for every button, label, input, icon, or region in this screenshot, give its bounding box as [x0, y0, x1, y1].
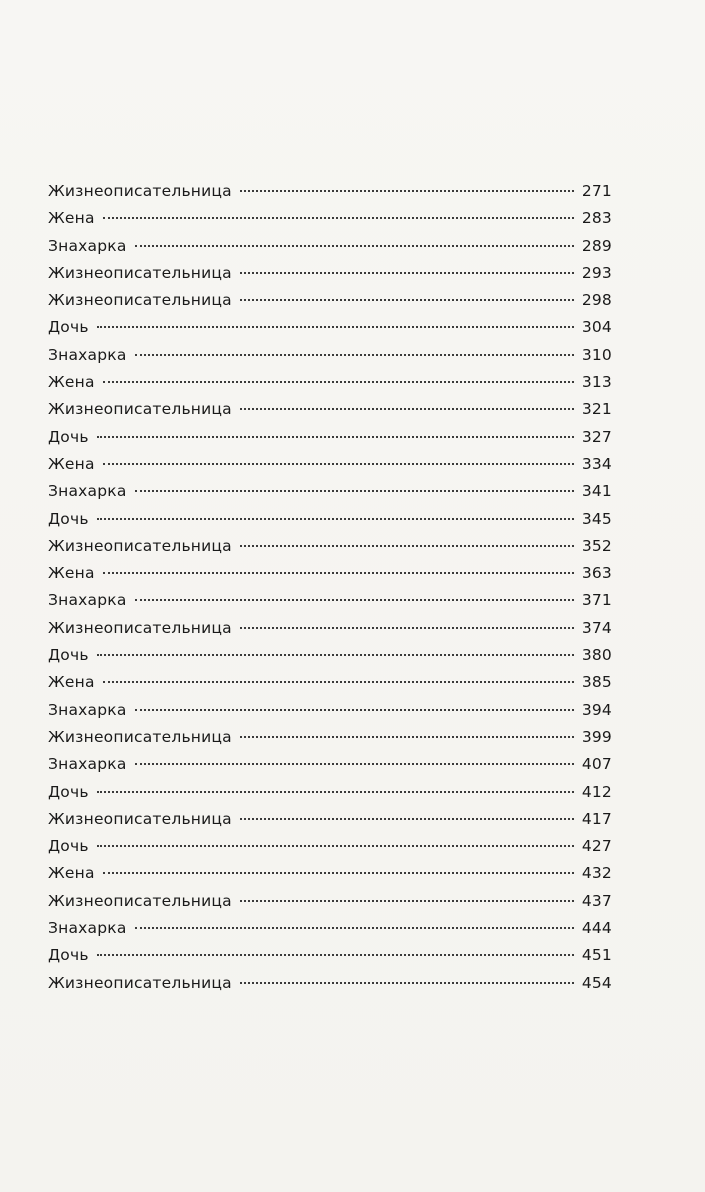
toc-entry-title: Знахарка: [48, 591, 127, 610]
toc-entry: [48, 615, 612, 642]
toc-entry-title: Жена: [48, 673, 95, 692]
toc-dot-leader: [97, 518, 574, 520]
toc-dot-leader: [135, 763, 574, 765]
toc-entry-page-number: 293: [581, 263, 612, 282]
toc-dot-leader: [240, 299, 574, 301]
toc-entry-title: Дочь: [48, 837, 89, 856]
toc-entry: [48, 233, 612, 260]
toc-dot-leader: [103, 217, 574, 219]
toc-entry-title: Знахарка: [48, 482, 127, 501]
toc-entry-title: Жизнеописательница: [48, 182, 232, 200]
toc-entry-page-number: 407: [581, 755, 612, 774]
toc-entry-page-number: 385: [581, 673, 612, 692]
toc-entry-title: Дочь: [48, 427, 89, 446]
toc-dot-leader: [240, 272, 574, 274]
toc-dot-leader: [240, 190, 574, 192]
toc-entry: [48, 478, 612, 505]
toc-entry: [48, 369, 612, 396]
toc-dot-leader: [240, 408, 574, 410]
toc-dot-leader: [103, 681, 574, 683]
toc-entry-title: Знахарка: [48, 755, 127, 774]
toc-entry: [48, 970, 612, 997]
toc-entry: [48, 287, 612, 314]
toc-entry-page-number: 432: [581, 864, 612, 883]
toc-entry-title: Знахарка: [48, 700, 127, 719]
toc-entry-title: Жизнеописательница: [48, 618, 232, 637]
toc-entry-page-number: 437: [581, 891, 612, 910]
toc-entry: [48, 888, 612, 915]
toc-entry: [48, 587, 612, 614]
toc-entry-page-number: 283: [581, 209, 612, 228]
toc-entry-page-number: 454: [581, 973, 612, 992]
toc-entry-page-number: 313: [581, 373, 612, 392]
toc-entry-title: Жена: [48, 564, 95, 583]
toc-dot-leader: [103, 463, 574, 465]
toc-dot-leader: [135, 599, 574, 601]
toc-entry-page-number: 334: [581, 454, 612, 473]
toc-entry-page-number: 298: [581, 291, 612, 310]
toc-dot-leader: [97, 954, 574, 956]
toc-entry-title: Жизнеописательница: [48, 973, 232, 992]
toc-entry: [48, 697, 612, 724]
toc-entry-page-number: 374: [581, 618, 612, 637]
toc-dot-leader: [240, 736, 574, 738]
toc-dot-leader: [240, 982, 574, 984]
toc-entry-title: Дочь: [48, 318, 89, 337]
toc-entry: [48, 779, 612, 806]
toc-entry-title: Жизнеописательница: [48, 400, 232, 419]
toc-entry: [48, 451, 612, 478]
toc-entry-title: Дочь: [48, 946, 89, 965]
toc-dot-leader: [240, 627, 574, 629]
toc-entry-title: Жизнеописательница: [48, 536, 232, 555]
toc-dot-leader: [97, 436, 574, 438]
toc-entry: [48, 724, 612, 751]
toc-entry: [48, 833, 612, 860]
toc-entry-page-number: 412: [581, 782, 612, 801]
toc-entry: [48, 806, 612, 833]
toc-entry-title: Знахарка: [48, 345, 127, 364]
toc-entry: [48, 669, 612, 696]
toc-entry-page-number: 271: [581, 182, 612, 200]
toc-entry-page-number: 327: [581, 427, 612, 446]
toc-entry-title: Жизнеописательница: [48, 291, 232, 310]
toc-dot-leader: [97, 654, 574, 656]
toc-entry: [48, 205, 612, 232]
toc-entry-page-number: 310: [581, 345, 612, 364]
toc-entry-title: Жизнеописательница: [48, 809, 232, 828]
toc-entry: [48, 942, 612, 969]
toc-dot-leader: [135, 490, 574, 492]
toc-entry-title: Жена: [48, 864, 95, 883]
toc-entry-page-number: 289: [581, 236, 612, 255]
toc-entry: [48, 751, 612, 778]
toc-dot-leader: [97, 326, 574, 328]
toc-dot-leader: [97, 845, 574, 847]
toc-entry-page-number: 363: [581, 564, 612, 583]
toc-dot-leader: [97, 791, 574, 793]
toc-entry: [48, 314, 612, 341]
toc-entry-page-number: 341: [581, 482, 612, 501]
toc-entry-title: Жизнеописательница: [48, 727, 232, 746]
toc-entry-title: Дочь: [48, 646, 89, 665]
toc-entry-title: Жизнеописательница: [48, 263, 232, 282]
toc-entry-page-number: 399: [581, 727, 612, 746]
toc-dot-leader: [240, 818, 574, 820]
toc-dot-leader: [103, 872, 574, 874]
toc-entry-title: Знахарка: [48, 919, 127, 938]
toc-entry-page-number: 427: [581, 837, 612, 856]
toc-dot-leader: [135, 927, 574, 929]
toc-entry-title: Жизнеописательница: [48, 891, 232, 910]
toc-entry: [48, 342, 612, 369]
toc-entry-title: Дочь: [48, 782, 89, 801]
toc-dot-leader: [135, 709, 574, 711]
toc-entry-page-number: 345: [581, 509, 612, 528]
toc-entry-page-number: 451: [581, 946, 612, 965]
toc-entry-title: Жена: [48, 454, 95, 473]
toc-entry-page-number: 380: [581, 646, 612, 665]
toc-entry-page-number: 394: [581, 700, 612, 719]
toc-entry-title: Жена: [48, 373, 95, 392]
toc-entry: [48, 260, 612, 287]
toc-entry: [48, 424, 612, 451]
toc-entry: [48, 506, 612, 533]
toc-dot-leader: [135, 354, 574, 356]
toc-dot-leader: [240, 900, 574, 902]
toc-entry-title: Жена: [48, 209, 95, 228]
toc-entry: [48, 533, 612, 560]
table-of-contents: [48, 178, 612, 997]
toc-entry-page-number: 304: [581, 318, 612, 337]
toc-dot-leader: [135, 245, 574, 247]
toc-entry: [48, 178, 612, 205]
toc-entry: [48, 642, 612, 669]
toc-entry: [48, 860, 612, 887]
toc-entry: [48, 560, 612, 587]
toc-dot-leader: [240, 545, 574, 547]
toc-entry-page-number: 444: [581, 919, 612, 938]
toc-entry: [48, 396, 612, 423]
toc-dot-leader: [103, 381, 574, 383]
toc-entry-title: Дочь: [48, 509, 89, 528]
toc-entry-title: Знахарка: [48, 236, 127, 255]
toc-dot-leader: [103, 572, 574, 574]
toc-entry: [48, 915, 612, 942]
toc-entry-page-number: 352: [581, 536, 612, 555]
toc-entry-page-number: 371: [581, 591, 612, 610]
toc-entry-page-number: 321: [581, 400, 612, 419]
toc-entry-page-number: 417: [581, 809, 612, 828]
